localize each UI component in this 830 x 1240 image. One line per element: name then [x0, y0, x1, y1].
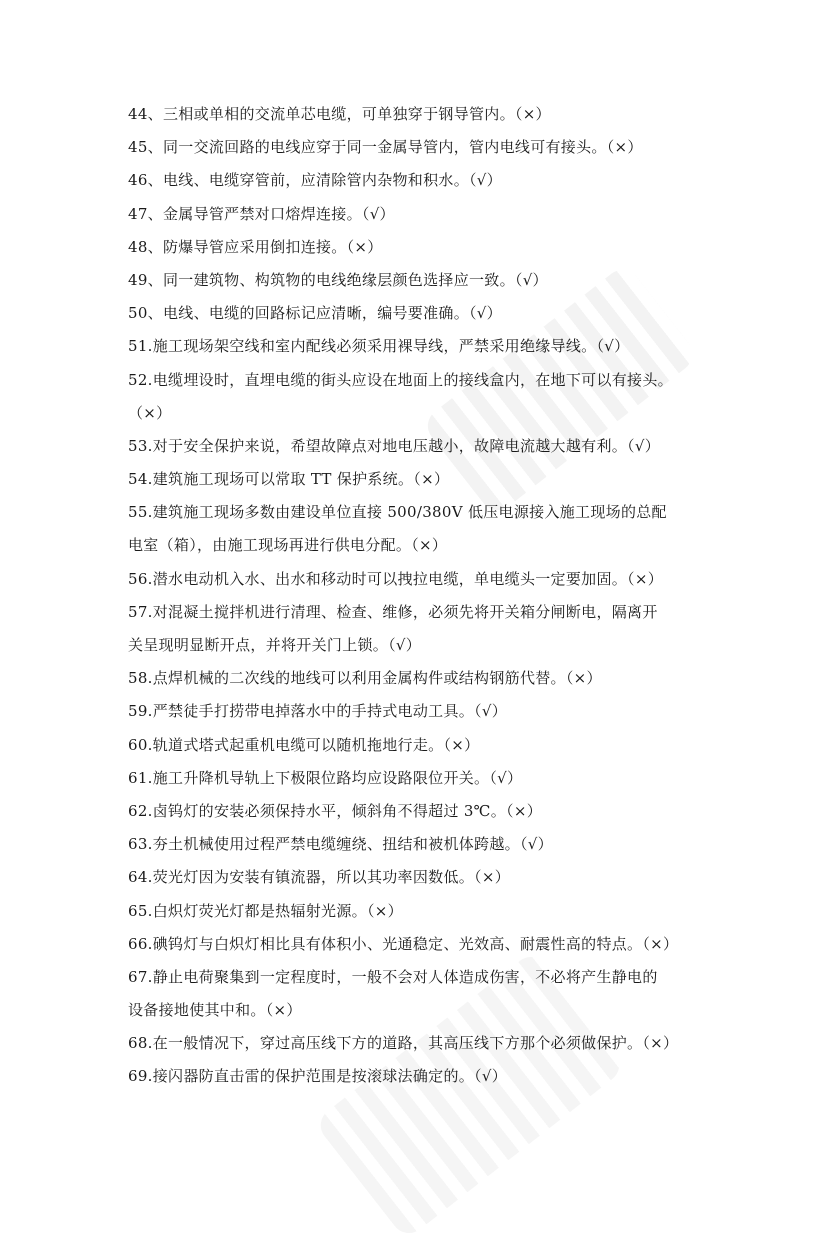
question-line-continuation: 设备接地使其中和。（×）: [128, 1001, 302, 1020]
question-line: 49、同一建筑物、构筑物的电线绝缘层颜色选择应一致。（√）: [128, 270, 548, 289]
question-line: 68.在一般情况下，穿过高压线下方的道路，其高压线下方那个必须做保护。（×）: [128, 1034, 679, 1053]
question-line: 52.电缆埋设时，直埋电缆的街头应设在地面上的接线盒内，在地下可以有接头。: [128, 370, 673, 389]
question-line: 53.对于安全保护来说，希望故障点对地电压越小，故障电流越大越有利。（√）: [128, 436, 661, 455]
question-line: 54.建筑施工现场可以常取 TT 保护系统。（×）: [128, 470, 450, 489]
question-line: 45、同一交流回路的电线应穿于同一金属导管内，管内电线可有接头。（×）: [128, 138, 643, 157]
question-line: 65.白炽灯荧光灯都是热辐射光源。（×）: [128, 901, 403, 920]
question-line: 67.静止电荷聚集到一定程度时，一般不会对人体造成伤害，不必将产生静电的: [128, 967, 658, 986]
question-line: 64.荧光灯因为安装有镇流器，所以其功率因数低。（×）: [128, 868, 511, 887]
question-list: [128, 98, 708, 1094]
question-line: 69.接闪器防直击雷的保护范围是按滚球法确定的。（√）: [128, 1067, 508, 1086]
question-line-continuation: 电室（箱），由施工现场再进行供电分配。（×）: [128, 536, 448, 555]
question-line-continuation: 关呈现明显断开点，并将开关门上锁。（√）: [128, 636, 422, 654]
question-line: 59.严禁徒手打捞带电掉落水中的手持式电动工具。（√）: [128, 702, 508, 721]
question-line: 66.碘钨灯与白炽灯相比具有体积小、光通稳定、光效高、耐震性高的特点。（×）: [128, 934, 679, 953]
question-line: 48、防爆导管应采用倒扣连接。（×）: [128, 237, 383, 256]
question-line: 62.卤钨灯的安装必须保持水平，倾斜角不得超过 3℃。（×）: [128, 801, 543, 820]
question-line: 56.潜水电动机入水、出水和移动时可以拽拉电缆，单电缆头一定要加固。（×）: [128, 569, 664, 588]
question-line: 60.轨道式塔式起重机电缆可以随机拖地行走。（×）: [128, 735, 480, 754]
question-line: 58.点焊机械的二次线的地线可以利用金属构件或结构钢筋代替。（×）: [128, 669, 602, 688]
question-line: 50、电线、电缆的回路标记应清晰，编号要准确。（√）: [128, 304, 502, 323]
question-line: 61.施工升降机导轨上下极限位路均应设路限位开关。（√）: [128, 768, 523, 787]
question-line: 51.施工现场架空线和室内配线必须采用裸导线，严禁采用绝缘导线。（√）: [128, 337, 630, 356]
question-line: 44、三相或单相的交流单芯电缆，可单独穿于钢导管内。（×）: [128, 105, 551, 123]
question-line: 46、电线、电缆穿管前，应清除管内杂物和积水。（√）: [128, 171, 502, 190]
question-line: 47、金属导管严禁对口熔焊连接。（√）: [128, 204, 395, 223]
question-line: 55.建筑施工现场多数由建设单位直接 500/380V 低压电源接入施工现场的总配: [128, 503, 667, 522]
question-line: 57.对混凝土搅拌机进行清理、检查、维修，必须先将开关箱分闸断电，隔离开: [128, 602, 658, 621]
question-line: 63.夯土机械使用过程严禁电缆缠绕、扭结和被机体跨越。（√）: [128, 835, 553, 854]
question-line-continuation: （×）: [128, 403, 172, 422]
